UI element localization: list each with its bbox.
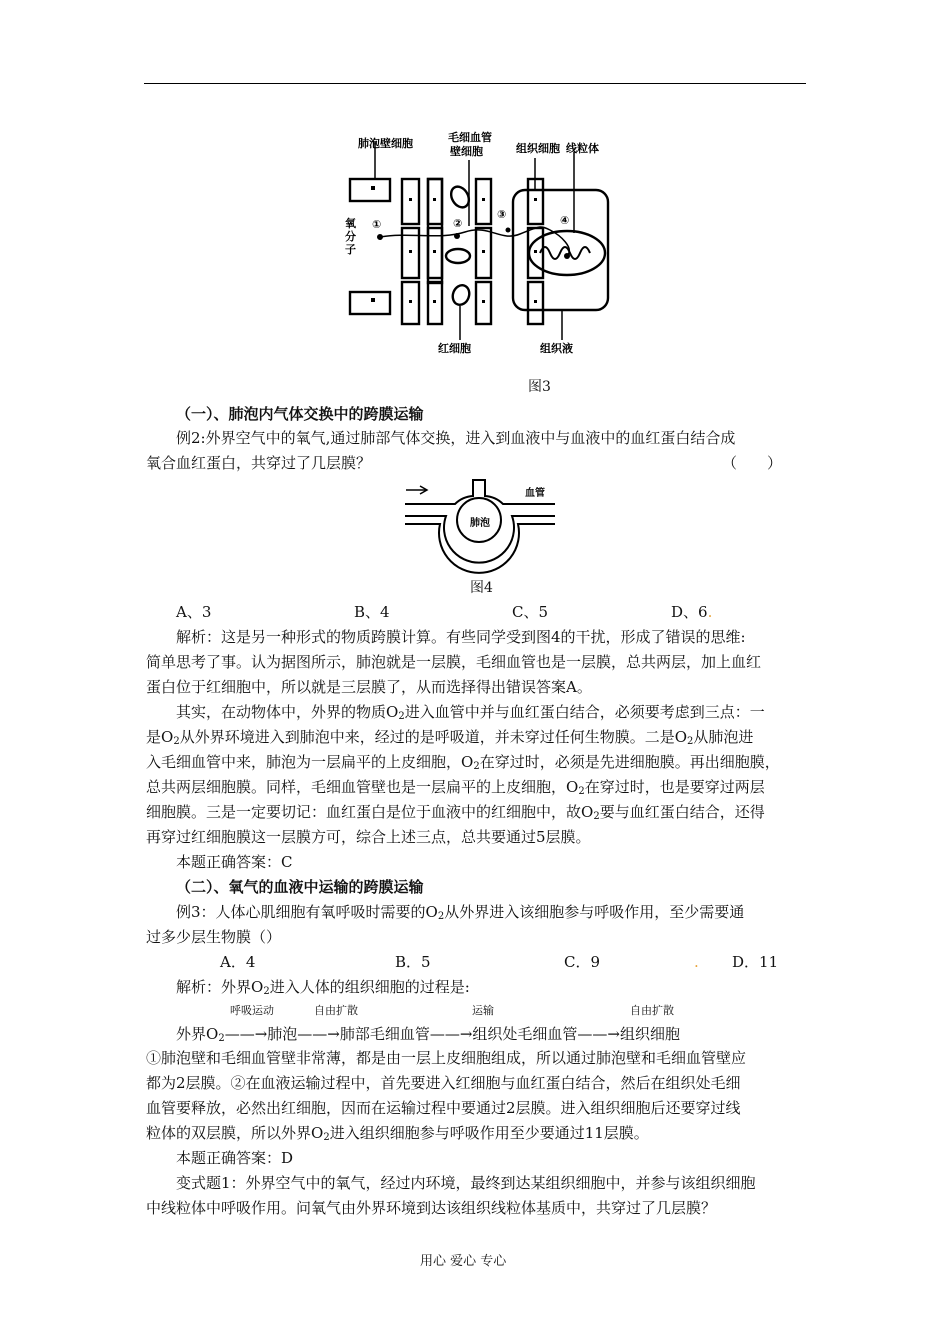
process-label-1: 呼吸运动 [230,1004,274,1017]
analysis-line-2: 简单思考了事。认为据图所示，肺泡就是一层膜，毛细血管也是一层膜，总共两层，加上血红 [146,653,762,671]
figure-3-diagram [340,130,630,360]
para2-line-5: 细胞膜。三是一定要切记：血红蛋白是位于血液中的红细胞中，故$O_2$要与血红蛋白结合，还得 [146,803,765,822]
label-alveolar-wall-cell: 肺泡壁细胞 [358,137,413,150]
process-label-3: 运输 [472,1004,494,1017]
example-2-option-d: D、6. [671,603,713,621]
process-label-2: 自由扩散 [314,1004,358,1017]
analysis-line-1: 解析：这是另一种形式的物质跨膜计算。有些同学受到图4的干扰，形成了错误的思维: [176,628,746,646]
label-capillary-1: 毛细血管 [448,131,492,144]
example-2-line-1: 例2:外界空气中的氧气,通过肺部气体交换，进入到血液中与血液中的血红蛋白结合成 [176,429,736,447]
example-2-option-c: C、5 [512,603,549,621]
para2-line-6: 再穿过红细胞膜这一层膜方可，综合上述三点，总共要通过5层膜。 [146,828,591,846]
header-rule [144,83,806,84]
label-red-blood-cell: 红细胞 [438,342,471,355]
label-oxygen-1: 氧 [345,217,356,230]
example-3-analysis-intro: 解析：外界$O_2$进入人体的组织细胞的过程是: [176,978,470,997]
example-3-answer: 本题正确答案：D [176,1149,294,1167]
example-3-option-c: C．9 [564,953,601,971]
label-tissue-fluid: 组织液 [540,342,573,355]
section-2-title: （二）、氧气的血液中运输的跨膜运输 [176,878,424,896]
figure-4-caption: 图4 [470,580,493,596]
label-vessel: 血管 [525,488,545,499]
para2-line-4: 总共两层细胞膜。同样，毛细血管壁也是一层扁平的上皮细胞，$O_2$在穿过时，也是要穿过两层 [146,778,765,797]
example-3-line-1: 例3：人体心肌细胞有氧呼吸时需要的$O_2$从外界进入该细胞参与呼吸作用，至少需要通 [176,903,745,922]
label-tissue-cell: 组织细胞 [516,142,560,155]
label-oxygen-2: 分 [345,230,356,243]
explanation-line-3: 血管要释放，必然出红细胞，因而在运输过程中要通过2层膜。进入组织细胞后还要穿过线 [146,1099,741,1117]
figure-3-caption: 图3 [528,379,551,395]
example-3-option-a: A．4 [220,953,256,971]
process-line: 外界$O_2——\to$肺泡——→肺部毛细血管——→组织处毛细血管——→组织细胞 [176,1025,680,1044]
explanation-line-4: 粒体的双层膜，所以外界$O_2$进入组织细胞参与呼吸作用至少要通过11层膜。 [146,1124,649,1143]
variant-1-line-1: 变式题1：外界空气中的氧气，经过内环境，最终到达某组织细胞中，并参与该组织细胞 [176,1174,756,1192]
alveolar-cell-bottom-left [350,292,390,314]
label-n3: ③ [497,208,507,221]
label-capillary-2: 壁细胞 [450,145,483,158]
label-n1: ① [372,218,382,231]
example-2-option-a: A、3 [176,603,212,621]
para2-line-2: 是$O_2$从外界环境进入到肺泡中来，经过的是呼吸道，并未穿过任何生物膜。二是$O_2$从肺泡进 [146,728,754,747]
label-mitochondrion: 线粒体 [566,142,599,155]
explanation-line-1: ①肺泡壁和毛细血管壁非常薄，都是由一层上皮细胞组成，所以通过肺泡壁和毛细血管壁应 [146,1049,747,1067]
process-label-4: 自由扩散 [630,1004,674,1017]
label-n2: ② [453,217,463,230]
label-oxygen-3: 子 [345,243,356,256]
example-2-answer: 本题正确答案：C [176,853,293,871]
explanation-line-2: 都为2层膜。②在血液运输过程中，首先要进入红细胞与血红蛋白结合，然后在组织处毛细 [146,1074,741,1092]
example-3-option-b: B．5 [395,953,431,971]
section-1-title: （一）、肺泡内气体交换中的跨膜运输 [176,405,424,423]
orange-dot: . [694,953,699,971]
label-alveolus: 肺泡 [470,518,490,529]
para2-line-1: 其实，在动物体中，外界的物质$O_2$进入血管中并与血红蛋白结合，必须要考虑到三点：一 [176,703,765,722]
example-2-option-b: B、4 [354,603,390,621]
example-3-option-d: D．11 [732,953,779,971]
alveolar-cell-top-left [350,179,390,201]
analysis-line-3: 蛋白位于红细胞中，所以就是三层膜了，从而选择得出错误答案A。 [146,678,592,696]
figure-4-diagram [400,476,570,576]
example-2-line-2: 氧合血红蛋白，共穿过了几层膜？ [146,454,372,472]
variant-1-line-2: 中线粒体中呼吸作用。问氧气由外界环境到达该组织线粒体基质中，共穿过了几层膜？ [146,1199,717,1217]
page-footer: 用心 爱心 专心 [420,1254,507,1269]
alveolar-wall-cell-1 [402,179,419,224]
label-n4: ④ [560,214,570,227]
example-3-line-2: 过多少层生物膜（） [146,928,282,946]
example-2-blank: （ ） [722,454,783,472]
para2-line-3: 入毛细血管中来，肺泡为一层扁平的上皮细胞，$O_2$在穿过时，必须是先进细胞膜。再出细胞膜， [146,753,780,772]
